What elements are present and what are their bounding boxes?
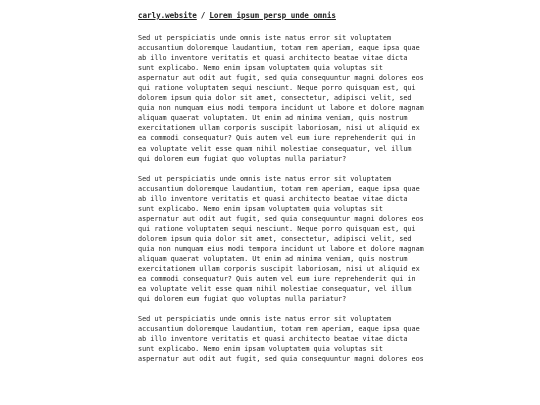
breadcrumb-separator: / (200, 11, 206, 20)
breadcrumb (138, 11, 336, 20)
site-home-link[interactable]: carly.website (138, 11, 197, 20)
paragraph: Sed ut perspiciatis unde omnis iste natus error sit voluptatem accusantium doloremque laudantium, totam rem aperiam, eaque ipsa quae ab illo inventore veritatis et quasi architecto beatae vitae dicta sunt explicabo. Nemo enim ipsam voluptatem quia voluptas sit aspernatur aut odit aut fugit, sed quia consequuntur magni dolores eos qui ratione voluptatem sequi nesciunt. Neque porro quisquam est, qui dolorem ipsum quia dolor sit amet, consectetur, adipisci velit, sed quia non numquam eius modi tempora incidunt ut labore et dolore magnam aliquam quaerat voluptatem. Ut enim ad minima veniam, quis nostrum exercitationem ullam corporis suscipit laboriosam, nisi ut aliquid ex ea commodi consequatur? Quis autem vel eum iure reprehenderit qui in ea voluptate velit esse quam nihil molestiae consequatur, vel illum qui dolorem eum fugiat quo voluptas nulla pariatur? (138, 174, 424, 304)
article-body (138, 33, 428, 374)
page-title-link[interactable]: Lorem ipsum persp unde omnis (209, 11, 336, 20)
paragraph: Sed ut perspiciatis unde omnis iste natus error sit voluptatem accusantium doloremque laudantium, totam rem aperiam, eaque ipsa quae ab illo inventore veritatis et quasi architecto beatae vitae dicta sunt explicabo. Nemo enim ipsam voluptatem quia voluptas sit aspernatur aut odit aut fugit, sed quia consequuntur magni dolores eos (138, 315, 424, 364)
paragraph: Sed ut perspiciatis unde omnis iste natus error sit voluptatem accusantium doloremque laudantium, totam rem aperiam, eaque ipsa quae ab illo inventore veritatis et quasi architecto beatae vitae dicta sunt explicabo. Nemo enim ipsam voluptatem quia voluptas sit aspernatur aut odit aut fugit, sed quia consequuntur magni dolores eos qui ratione voluptatem sequi nesciunt. Neque porro quisquam est, qui dolorem ipsum quia dolor sit amet, consectetur, adipisci velit, sed quia non numquam eius modi tempora incidunt ut labore et dolore magnam aliquam quaerat voluptatem. Ut enim ad minima veniam, quis nostrum exercitationem ullam corporis suscipit laboriosam, nisi ut aliquid ex ea commodi consequatur? Quis autem vel eum iure reprehenderit qui in ea voluptate velit esse quam nihil molestiae consequatur, vel illum qui dolorem eum fugiat quo voluptas nulla pariatur? (138, 34, 424, 163)
